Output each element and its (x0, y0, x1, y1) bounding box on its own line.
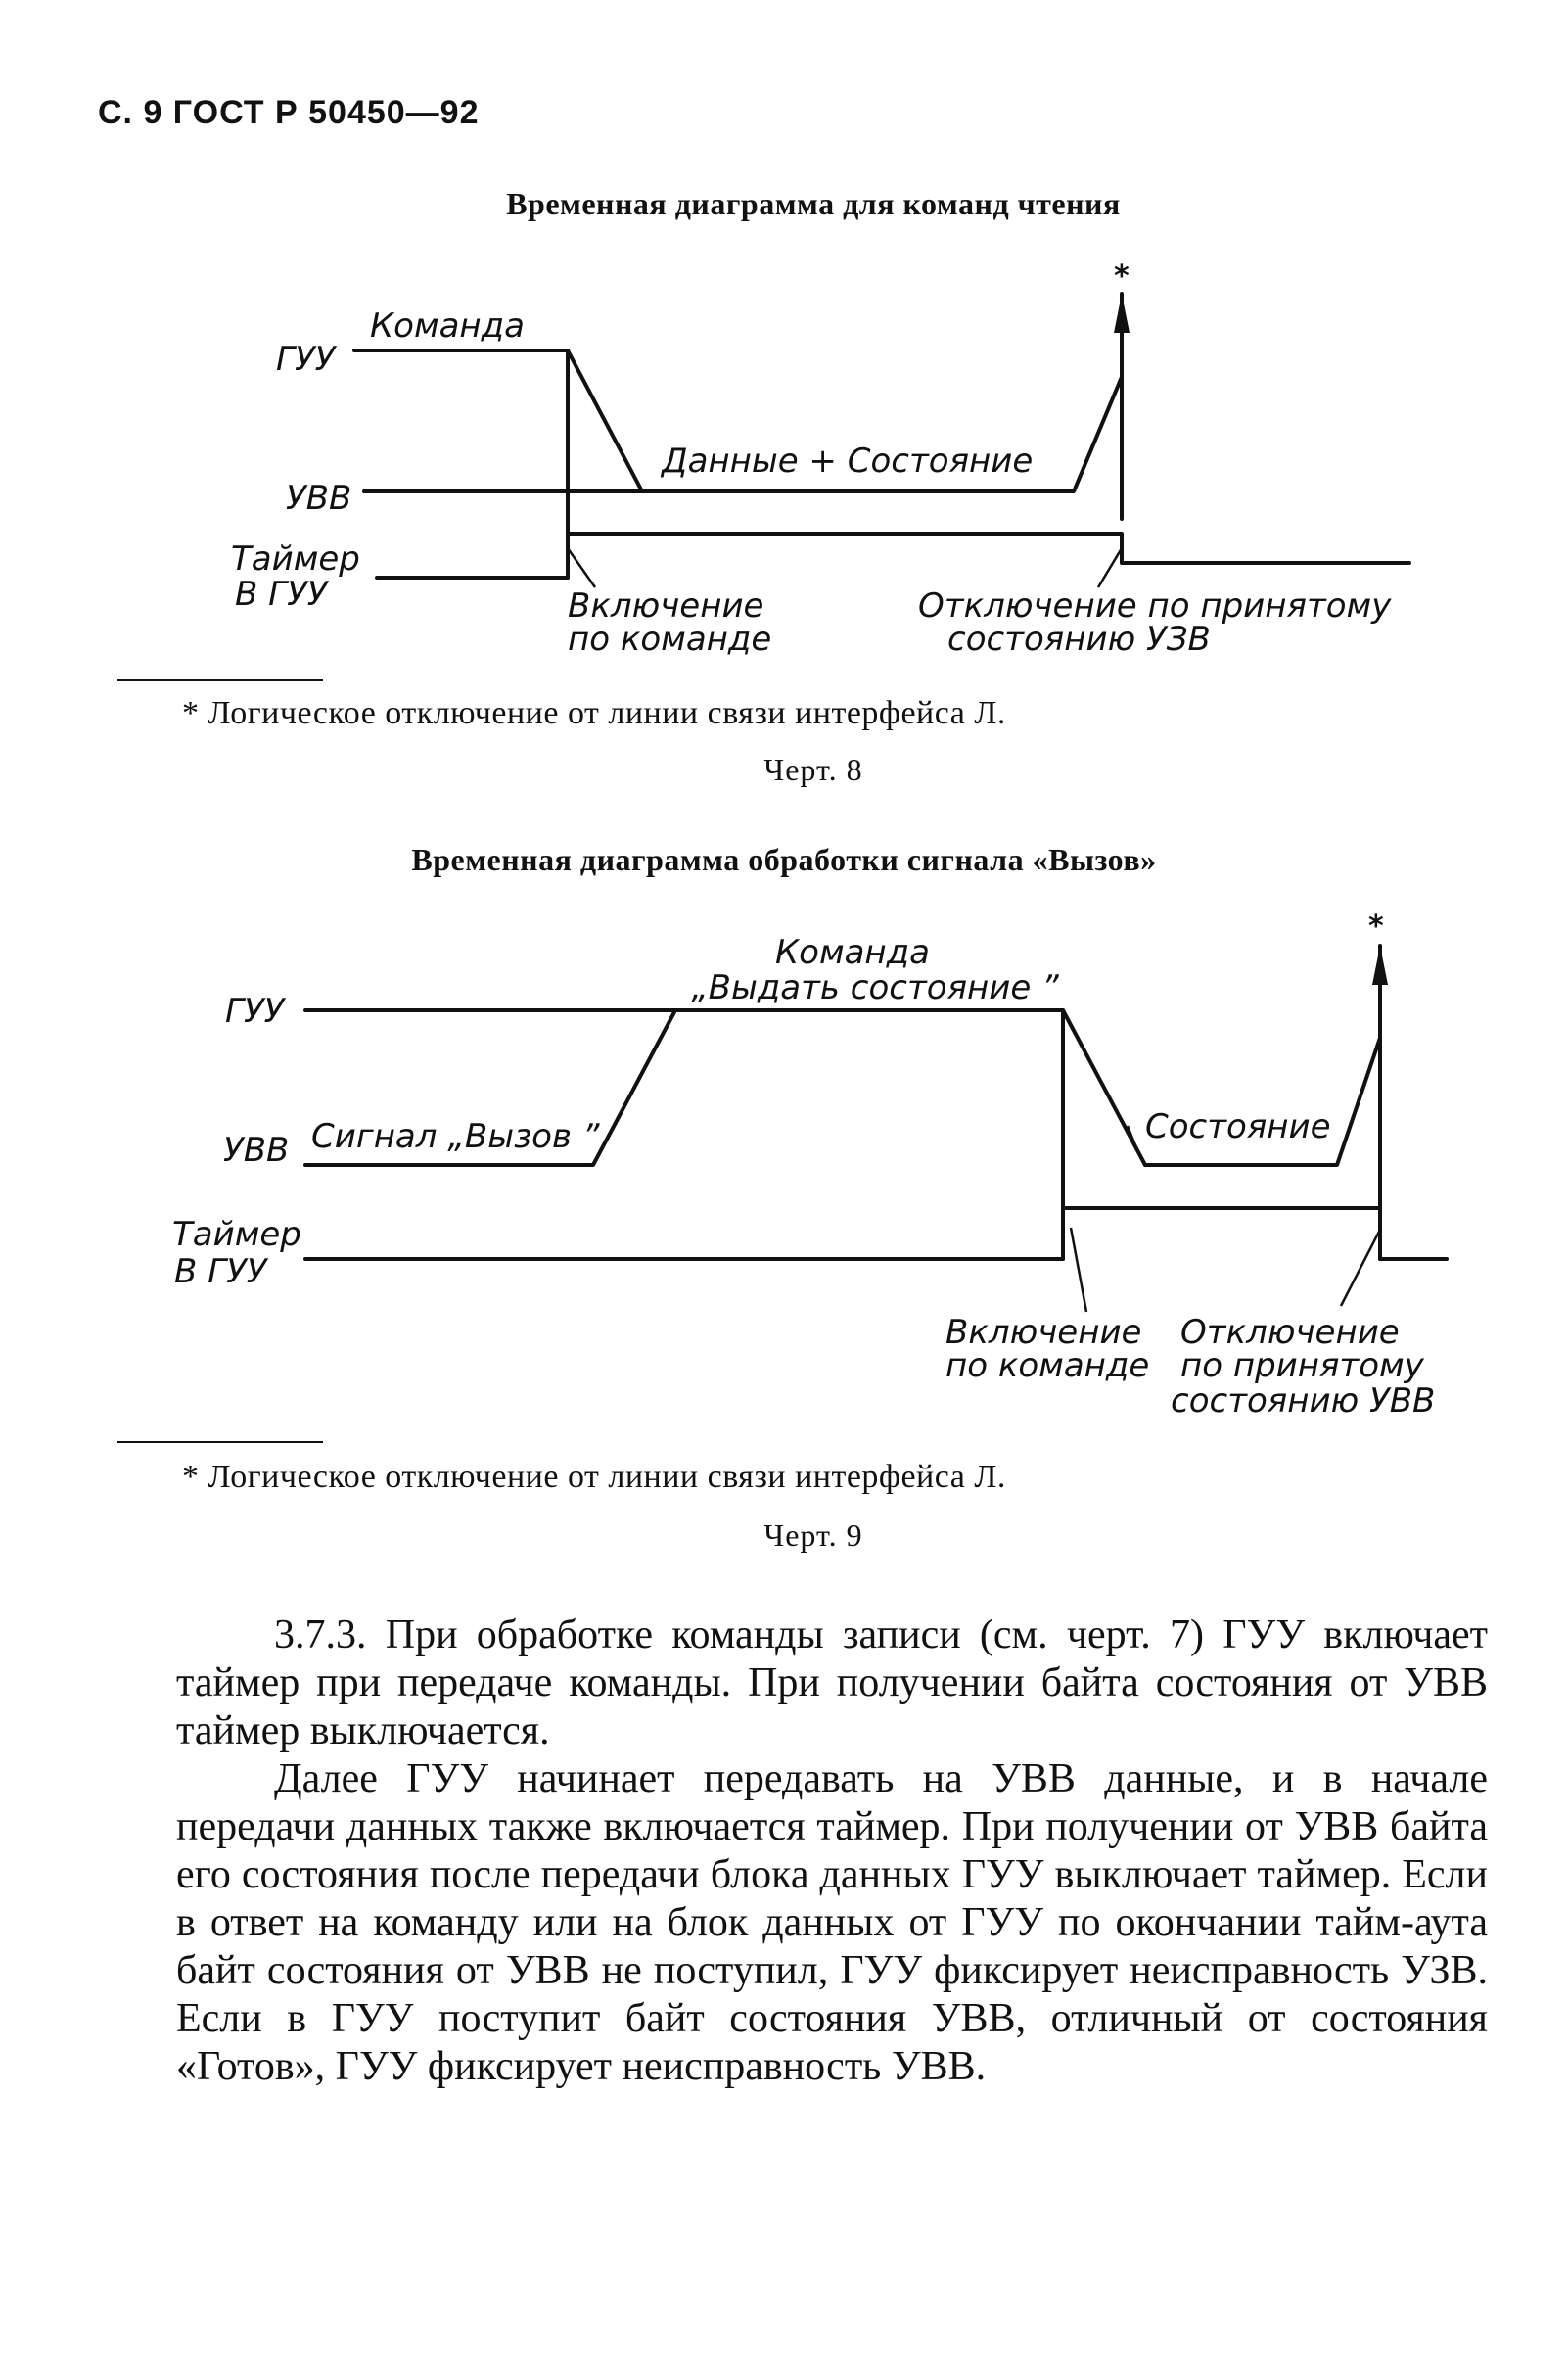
diagram1-title: Временная диаграмма для команд чтения (506, 186, 1121, 221)
diagram2-off-annotation-2: по принятому (1180, 1346, 1424, 1385)
diagram2-uvv-label: УВВ (223, 1131, 290, 1170)
diagram1-uvv-label: УВВ (286, 479, 352, 518)
body-paragraph-2: Далее ГУУ начинает передавать на УВВ данные, и в начале передачи данных также включается таймер. При получении от УВВ байта его состояния после передачи блока данных ГУУ выключает таймер. Если в ответ на команду или на блок данных от ГУУ по окончании тайм-аута байт состояния от УВВ не поступил, ГУУ фиксирует неисправность УЗВ. Если в ГУУ поступит байт состояния УВВ, отличный от состояния «Готов», ГУУ фиксирует неисправность УВВ. (176, 1756, 1488, 2089)
diagram2-footnote-rule (117, 1441, 323, 1443)
diagram2-timer-signal (305, 1208, 1447, 1259)
diagram2-footnote: * Логическое отключение от линии связи интерфейса Л. (182, 1459, 1006, 1495)
diagram1-on-annotation: Включение (568, 586, 764, 626)
diagram1-guu-label: ГУУ (276, 340, 336, 379)
diagram2-on-leader (1071, 1228, 1086, 1312)
diagram1-data-state-label: Данные + Состояние (662, 442, 1034, 481)
diagram2-off-annotation-3: состоянию УВВ (1171, 1381, 1436, 1421)
diagram1-timer-label-2: В ГУУ (235, 575, 328, 614)
diagram2-on-annotation: Включение (945, 1313, 1142, 1352)
diagram1-timer-label: Таймер (231, 539, 360, 579)
diagram2-state-label: Состояние (1145, 1107, 1331, 1146)
diagram1-off-annotation-2: состоянию УЗВ (947, 620, 1211, 659)
body-paragraph-1: 3.7.3. При обработке команды записи (см. черт. 7) ГУУ включает таймер при передаче команды. При получении байта состояния от УВВ таймер выключается. (176, 1612, 1488, 1753)
diagram1-on-annotation-2: по команде (568, 620, 772, 659)
diagram2-arrow-head (1372, 946, 1388, 985)
diagram1-caption: Черт. 8 (763, 752, 863, 787)
diagram2-off-annotation: Отключение (1180, 1313, 1400, 1352)
diagram2-timer-label: Таймер (172, 1215, 301, 1254)
diagram2-call-signal-label: Сигнал „Вызов ” (311, 1117, 600, 1156)
diagram1-command-label: Команда (370, 306, 525, 346)
diagram1-star: * (1114, 259, 1130, 294)
diagram2-caption: Черт. 9 (763, 1517, 863, 1553)
body-text (176, 1611, 1488, 2091)
diagram2-command-label-2: „Выдать состояние ” (691, 968, 1059, 1007)
diagram2-timer-label-2: В ГУУ (174, 1252, 267, 1291)
diagram2-star: * (1368, 909, 1384, 944)
diagram2-on-annotation-2: по команде (945, 1346, 1150, 1385)
diagram1-off-annotation: Отключение по принятому (918, 586, 1392, 626)
page-header: С. 9 ГОСТ Р 50450—92 (98, 94, 480, 131)
diagram2-guu-label: ГУУ (225, 992, 285, 1031)
diagram1-footnote: * Логическое отключение от линии связи интерфейса Л. (182, 695, 1006, 731)
diagram2-command-label: Команда (775, 933, 930, 972)
diagram2-off-leader (1341, 1230, 1380, 1306)
diagram2-title: Временная диаграмма обработки сигнала «Вызов» (411, 842, 1157, 877)
